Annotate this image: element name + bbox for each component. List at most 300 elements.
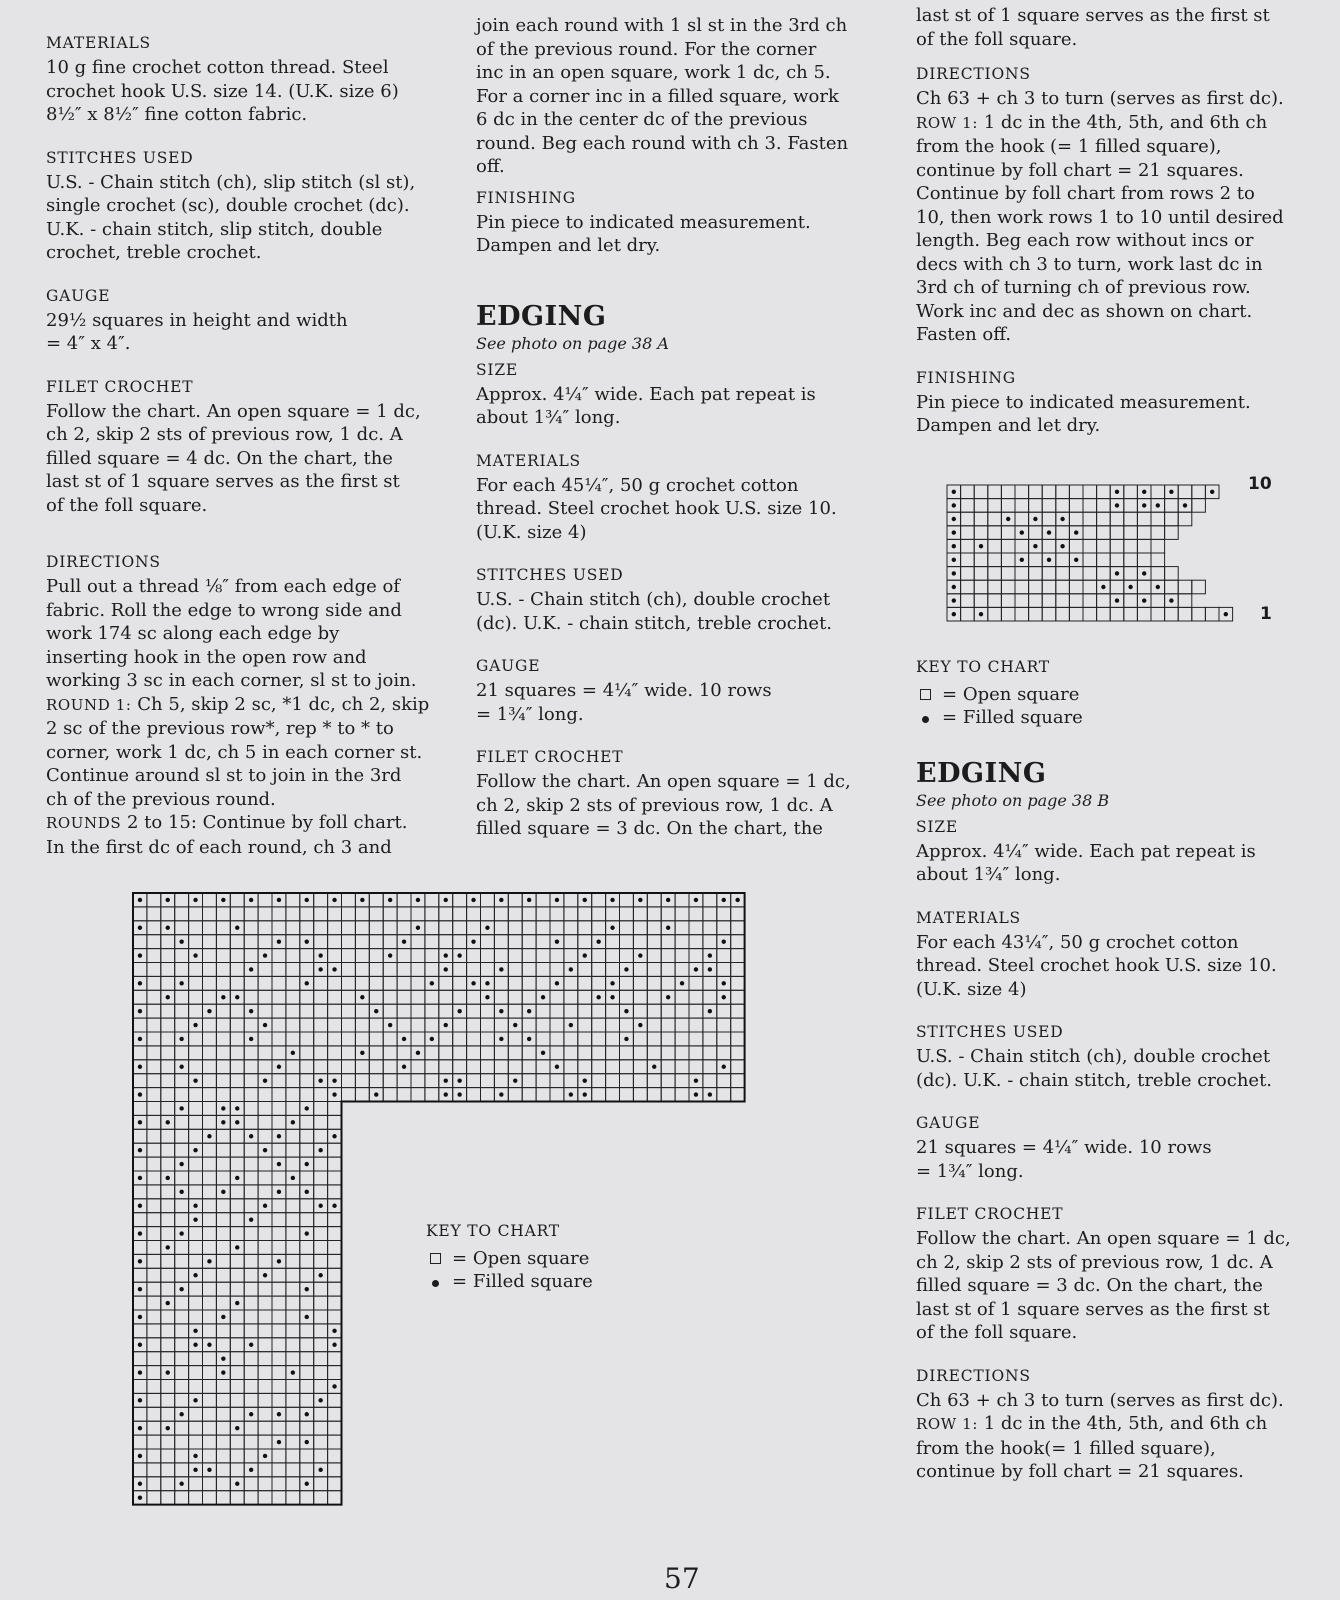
open-square [1083,553,1097,567]
open-square [328,949,342,963]
open-square [230,1282,244,1296]
open-square [1015,512,1029,526]
open-square [592,1032,606,1046]
open-square [216,1199,230,1213]
open-square [369,1046,383,1060]
open-square [689,935,703,949]
open-square [467,1032,481,1046]
section-heading: MATERIALS [46,34,151,52]
open-square [244,1282,258,1296]
open-square [175,1046,189,1060]
open-square [1056,553,1070,567]
filled-square [708,967,712,971]
open-square [189,921,203,935]
open-square [633,1046,647,1060]
open-square [481,1088,495,1102]
filled-square [138,1065,142,1069]
open-square [467,990,481,1004]
open-square [272,1171,286,1185]
open-square [272,1366,286,1380]
open-square [439,935,453,949]
filled-square [499,898,503,902]
open-square [1097,607,1111,621]
open-square [383,907,397,921]
open-square [536,1060,550,1074]
open-square [175,1018,189,1032]
open-square [508,893,522,907]
filled-square [305,1190,309,1194]
filled-square [388,1023,392,1027]
open-square [1042,607,1056,621]
open-square [314,1018,328,1032]
open-square [703,921,717,935]
open-square [731,990,745,1004]
open-square [453,1046,467,1060]
open-square [328,990,342,1004]
open-square [314,1366,328,1380]
open-square [328,921,342,935]
materials-section-b [916,909,1336,1002]
open-square [244,1449,258,1463]
open-square [286,1393,300,1407]
open-square [189,1004,203,1018]
filled-square [179,1106,183,1110]
open-square [272,1449,286,1463]
filled-square [249,1009,253,1013]
open-square [286,990,300,1004]
open-square [522,921,536,935]
filled-square [138,1315,142,1319]
open-square [286,1324,300,1338]
open-square [689,1032,703,1046]
open-square [675,1032,689,1046]
open-square [383,963,397,977]
open-square [647,1018,661,1032]
open-square [203,1115,217,1129]
open-square [1124,499,1138,513]
open-square [216,1088,230,1102]
filled-square [221,1315,225,1319]
open-square [230,1018,244,1032]
open-square [342,1088,356,1102]
open-square [1110,539,1124,553]
open-square [147,1129,161,1143]
open-square [536,907,550,921]
open-square [314,1227,328,1241]
key-to-chart-big [426,1220,593,1293]
open-square [272,1324,286,1338]
open-square [550,990,564,1004]
open-square [189,1352,203,1366]
open-square [161,976,175,990]
filled-square [179,1287,183,1291]
filet-section-b [916,1205,1336,1345]
section-heading: DIRECTIONS [916,1366,1031,1385]
open-square [1001,580,1015,594]
filled-square [527,898,531,902]
filled-square [291,1051,295,1055]
open-square [494,1060,508,1074]
open-square [647,976,661,990]
open-square [300,1393,314,1407]
open-square [286,1157,300,1171]
continued-text [916,4,1336,51]
open-square [286,1449,300,1463]
open-square [1029,499,1043,513]
see-photo-b: See photo on page 38 B [916,790,1110,810]
filled-square [179,1482,183,1486]
open-square [161,1227,175,1241]
open-square [203,949,217,963]
open-square [536,935,550,949]
filled-square [332,1343,336,1347]
open-square [230,1074,244,1088]
filled-square [138,1287,142,1291]
filled-square [138,1398,142,1402]
open-square [244,1143,258,1157]
directions-section-b [916,1367,1336,1484]
open-square [286,1477,300,1491]
gauge-section-b [916,1114,1336,1183]
open-square [272,1088,286,1102]
open-square [203,1407,217,1421]
round1-text: Ch 5, skip 2 sc, *1 dc, ch 2, skip 2 sc of the previous row*, rep * to * to corner, work 1 dc, ch 5 in each corner st. Continue around sl st to join in the 3rd ch of the previous round. [46,693,430,810]
open-square [133,1296,147,1310]
open-square [328,1463,342,1477]
open-square [383,1088,397,1102]
filled-square [179,981,183,985]
open-square [425,1088,439,1102]
open-square [453,893,467,907]
open-square [383,921,397,935]
open-square [314,1380,328,1394]
open-square [988,512,1002,526]
section-text: Follow the chart. An open square = 1 dc, ch 2, skip 2 sts of previous row, 1 dc. A filled square = 3 dc. On the chart, the [476,771,851,839]
filled-square [277,1259,281,1263]
open-square [1097,512,1111,526]
open-square [272,1310,286,1324]
open-square [147,1004,161,1018]
open-square [161,1199,175,1213]
open-square [258,1157,272,1171]
row1-label: ROW 1: [916,1415,978,1433]
open-square [175,1171,189,1185]
open-square [147,1393,161,1407]
filled-square [610,981,614,985]
open-square [300,949,314,963]
open-square [1178,485,1192,499]
open-square [175,1352,189,1366]
open-square [133,907,147,921]
filled-square [374,1092,378,1096]
open-square [522,976,536,990]
filled-square [1115,571,1119,575]
open-square [244,1296,258,1310]
open-square [633,907,647,921]
open-square [314,921,328,935]
open-square [147,1407,161,1421]
filled-square [249,1412,253,1416]
materials-section [46,34,441,127]
open-square [689,990,703,1004]
open-square [147,1268,161,1282]
open-square [175,1254,189,1268]
open-square [1192,499,1206,513]
open-square [661,949,675,963]
open-square [731,949,745,963]
open-square [661,935,675,949]
filled-square [305,1106,309,1110]
open-square [258,1296,272,1310]
open-square [620,1046,634,1060]
filled-square [179,1037,183,1041]
filled-square [416,898,420,902]
open-square [216,1171,230,1185]
open-square [147,1366,161,1380]
open-square [717,1088,731,1102]
open-square [161,1338,175,1352]
open-square [508,1046,522,1060]
filled-square [360,1051,364,1055]
open-square [1083,539,1097,553]
open-square [1124,567,1138,581]
open-square [272,1018,286,1032]
open-square [161,1463,175,1477]
open-square [508,963,522,977]
filled-square [263,1023,267,1027]
key-heading: KEY TO CHART [916,657,1050,676]
open-square [453,976,467,990]
filled-square [652,1065,656,1069]
open-square [1151,594,1165,608]
filled-square [263,1273,267,1277]
filled-square [179,1412,183,1416]
open-square [439,907,453,921]
open-square [328,1102,342,1116]
filled-square [332,1092,336,1096]
filled-square [235,1426,239,1430]
open-square [286,907,300,921]
open-square [147,1463,161,1477]
open-square [286,963,300,977]
open-square [147,1018,161,1032]
filled-square [193,898,197,902]
open-square [675,949,689,963]
continued-text [476,14,876,179]
open-square [300,1421,314,1435]
open-square [328,1366,342,1380]
open-square [550,1032,564,1046]
open-square [328,1393,342,1407]
filled-square [207,1259,211,1263]
open-square [342,893,356,907]
open-square [383,935,397,949]
open-square [988,485,1002,499]
filled-square [666,926,670,930]
open-square [258,1491,272,1505]
open-square [1137,539,1151,553]
open-square [147,1115,161,1129]
open-square [300,1352,314,1366]
filled-square [263,1454,267,1458]
open-square [1083,512,1097,526]
filled-square [694,1092,698,1096]
open-square [453,1032,467,1046]
open-square [717,1046,731,1060]
open-square [1083,594,1097,608]
edging-title-b: EDGING [916,757,1047,789]
open-square [286,1407,300,1421]
open-square [328,935,342,949]
open-square [286,893,300,907]
filled-square [555,981,559,985]
filled-square [1156,503,1160,507]
chart-row-label-top: 10 [1248,474,1272,494]
filled-square [193,1078,197,1082]
filled-square [457,1009,461,1013]
filled-square [318,953,322,957]
open-square [286,976,300,990]
open-square [661,1088,675,1102]
open-square [328,1282,342,1296]
open-square [1015,607,1029,621]
filled-square [221,1190,225,1194]
filled-square [360,995,364,999]
filled-square [332,1134,336,1138]
open-square [189,1060,203,1074]
open-square [342,976,356,990]
page-number: 57 [664,1562,700,1595]
open-square [258,1352,272,1366]
open-square [633,1088,647,1102]
open-square [216,1129,230,1143]
open-square [230,1129,244,1143]
open-square [578,990,592,1004]
filled-square [596,939,600,943]
filled-square [138,1092,142,1096]
open-square [314,1421,328,1435]
open-square [411,963,425,977]
open-square [342,1018,356,1032]
open-square [272,949,286,963]
open-square [633,935,647,949]
filled-square [416,926,420,930]
open-square [244,1060,258,1074]
open-square [508,1004,522,1018]
open-square [369,1018,383,1032]
open-square [661,976,675,990]
filled-square [471,981,475,985]
open-square [411,1074,425,1088]
open-square [230,1393,244,1407]
open-square [522,1074,536,1088]
open-square [175,1380,189,1394]
open-square [522,1060,536,1074]
open-square [481,893,495,907]
open-square [244,1199,258,1213]
open-square [300,1060,314,1074]
open-square [369,990,383,1004]
open-square [481,935,495,949]
filled-square [471,898,475,902]
open-square [300,1324,314,1338]
section-text: Approx. 4¼″ wide. Each pat repeat is about 1¾″ long. [916,840,1256,885]
open-square [675,1004,689,1018]
filled-square [722,939,726,943]
open-square [369,893,383,907]
open-square [355,1060,369,1074]
open-square [481,949,495,963]
open-square [300,1046,314,1060]
filled-square [444,953,448,957]
open-square [314,1102,328,1116]
open-square [1124,607,1138,621]
open-square [717,1004,731,1018]
open-square [1097,539,1111,553]
open-square [203,1393,217,1407]
open-square [411,1018,425,1032]
section-heading: GAUGE [46,286,111,305]
open-square [244,921,258,935]
open-square [314,1129,328,1143]
filled-square [555,898,559,902]
filled-square [596,995,600,999]
row1-text: 1 dc in the 4th, 5th, and 6th ch from the hook(= 1 filled square), continue by foll chart = 21 squares. [916,1413,1268,1482]
filled-square [291,1370,295,1374]
open-square [314,1241,328,1255]
open-square [522,1018,536,1032]
open-square [467,1074,481,1088]
section-text: U.S. - Chain stitch (ch), double crochet (dc). U.K. - chain stitch, treble crochet. [916,1046,1273,1091]
key-filled-label: Filled square [472,1271,593,1292]
open-square [467,1046,481,1060]
open-square [286,1185,300,1199]
column-3 [916,4,1336,1506]
filled-square [471,939,475,943]
open-square [647,893,661,907]
filled-square [722,981,726,985]
open-square [592,1004,606,1018]
filled-square [166,1176,170,1180]
open-square [425,1018,439,1032]
open-square [230,1157,244,1171]
open-square [1151,512,1165,526]
open-square [508,907,522,921]
filled-square [1169,598,1173,602]
filled-square [388,898,392,902]
filled-square [249,1343,253,1347]
open-square [578,1060,592,1074]
open-square [1192,607,1206,621]
filled-square [569,1092,573,1096]
open-square [1069,607,1083,621]
open-square [216,1241,230,1255]
filled-square [638,1023,642,1027]
open-square [189,1310,203,1324]
open-square [203,1310,217,1324]
open-square [592,963,606,977]
open-square [244,1324,258,1338]
open-square [258,1421,272,1435]
size-section [476,361,876,430]
filled-square [277,1134,281,1138]
open-square [272,1143,286,1157]
open-square [161,1060,175,1074]
open-square [230,1268,244,1282]
filled-square-icon [916,706,934,729]
filled-square [1047,530,1051,534]
open-square [1029,607,1043,621]
